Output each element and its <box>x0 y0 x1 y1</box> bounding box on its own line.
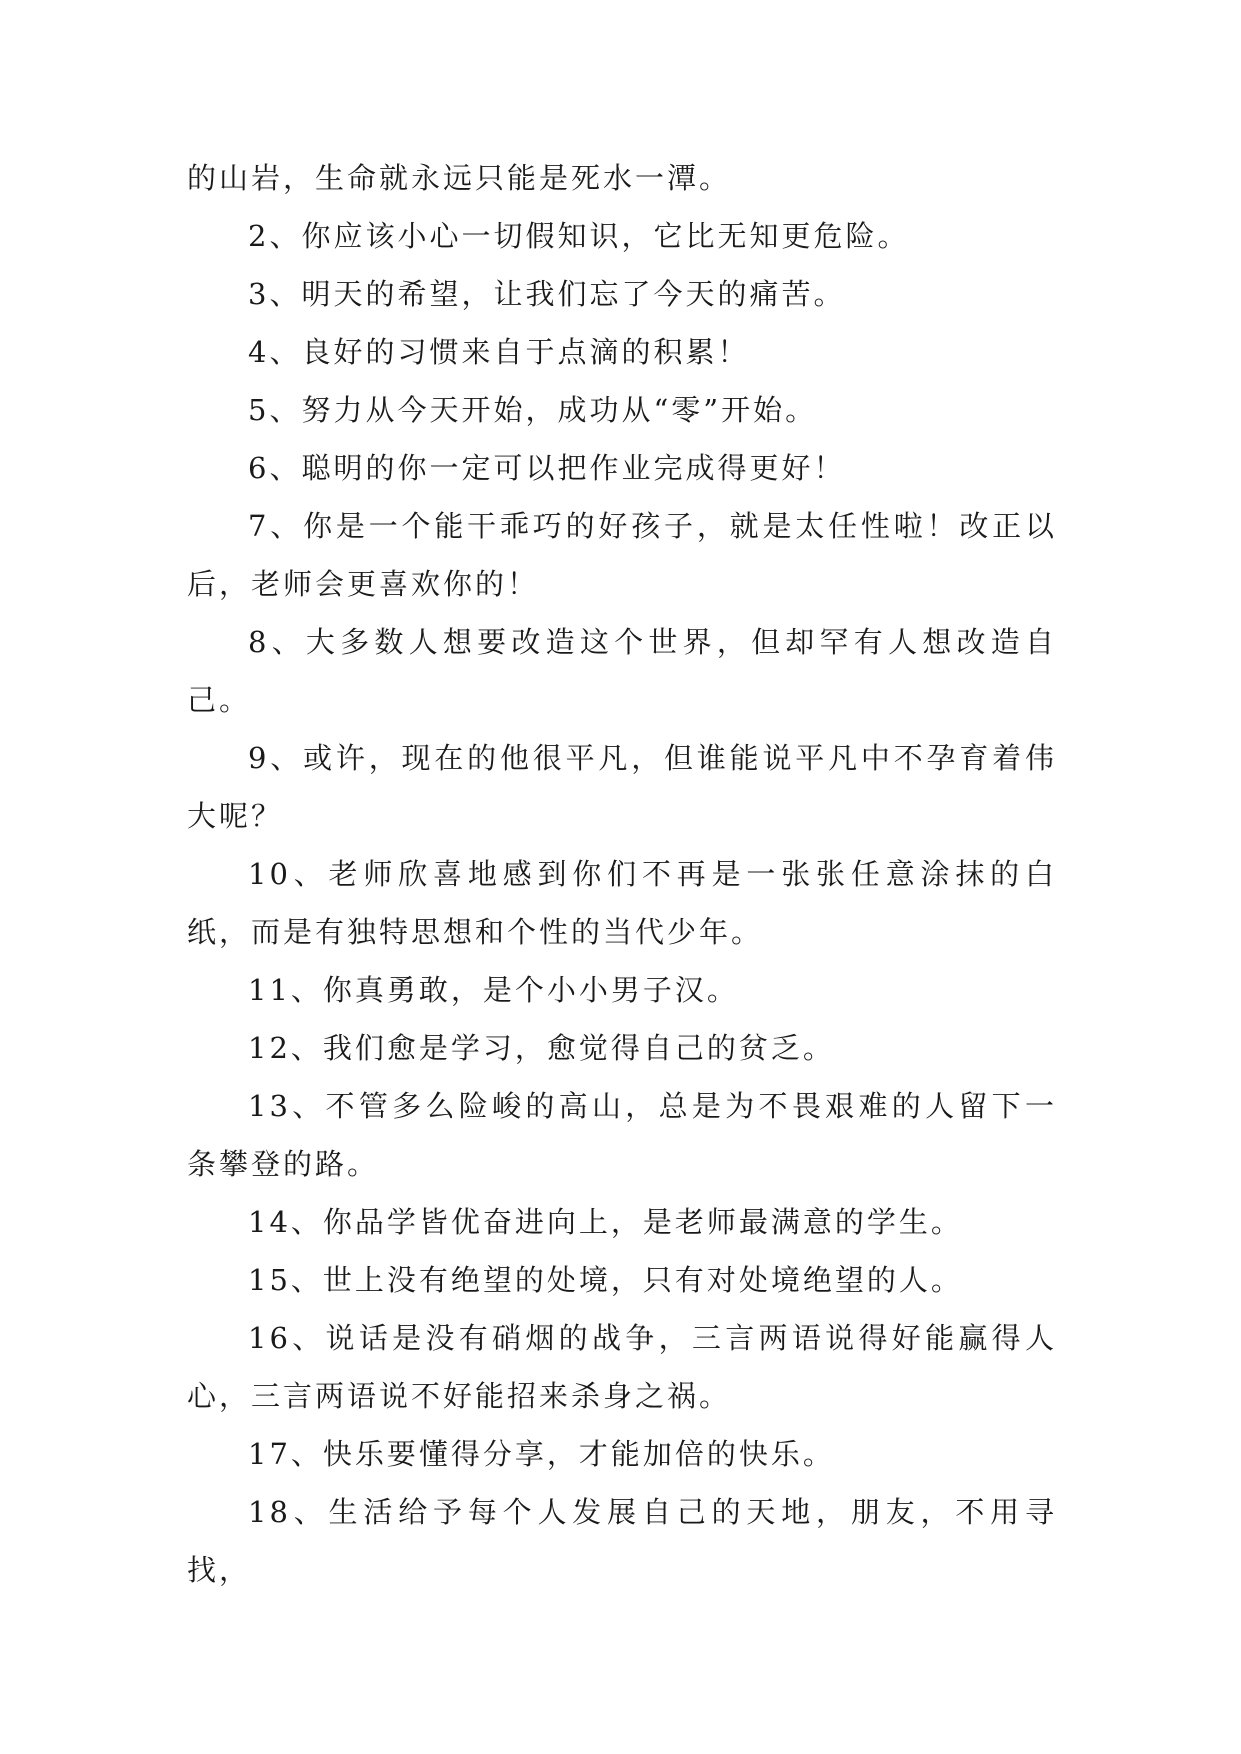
document-body <box>187 149 1057 1599</box>
paragraph: 16、说话是没有硝烟的战争，三言两语说得好能赢得人心，三言两语说不好能招来杀身之祸。 <box>187 1321 1057 1413</box>
paragraph: 8、大多数人想要改造这个世界，但却罕有人想改造自己。 <box>187 625 1057 717</box>
paragraph: 18、生活给予每个人发展自己的天地，朋友，不用寻找， <box>187 1495 1057 1587</box>
paragraph: 9、或许，现在的他很平凡，但谁能说平凡中不孕育着伟大呢？ <box>187 741 1057 833</box>
paragraph: 12、我们愈是学习，愈觉得自己的贫乏。 <box>248 1031 835 1065</box>
paragraph: 4、良好的习惯来自于点滴的积累！ <box>248 335 750 369</box>
paragraph: 的山岩，生命就永远只能是死水一潭。 <box>187 161 732 195</box>
paragraph: 6、聪明的你一定可以把作业完成得更好！ <box>248 451 846 485</box>
paragraph: 13、不管多么险峻的高山，总是为不畏艰难的人留下一条攀登的路。 <box>187 1089 1057 1181</box>
paragraph: 10、老师欣喜地感到你们不再是一张张任意涂抹的白纸，而是有独特思想和个性的当代少年。 <box>187 857 1057 949</box>
paragraph: 3、明天的希望，让我们忘了今天的痛苦。 <box>248 277 846 311</box>
paragraph: 2、你应该小心一切假知识，它比无知更危险。 <box>248 219 910 253</box>
paragraph: 14、你品学皆优奋进向上，是老师最满意的学生。 <box>248 1205 963 1239</box>
paragraph: 5、努力从今天开始，成功从“零”开始。 <box>248 393 818 427</box>
paragraph: 7、你是一个能干乖巧的好孩子，就是太任性啦！改正以后，老师会更喜欢你的！ <box>187 509 1057 601</box>
paragraph: 11、你真勇敢，是个小小男子汉。 <box>248 973 739 1007</box>
paragraph: 17、快乐要懂得分享，才能加倍的快乐。 <box>248 1437 835 1471</box>
paragraph: 15、世上没有绝望的处境，只有对处境绝望的人。 <box>248 1263 963 1297</box>
